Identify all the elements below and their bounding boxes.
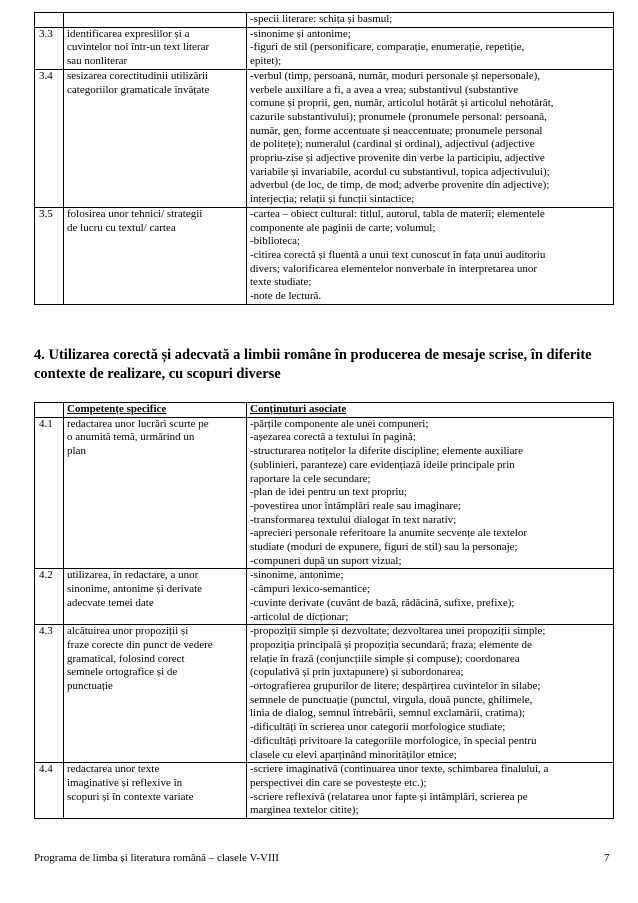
content-line: -citirea corectă și fluentă a unui text cunoscut în fața unui auditoriu	[250, 248, 546, 261]
competence-description	[64, 625, 247, 763]
associated-contents	[247, 763, 614, 819]
header-competences: Competențe specifice	[64, 403, 247, 418]
header-num-cell	[35, 403, 64, 418]
competence-line: cuvintelor noi într-un text literar	[67, 41, 210, 54]
content-line: de politețe); numeralul (cardinal și ordinal), adjectivul (adjective	[250, 138, 535, 151]
content-line: studiate (moduri de expunere, figuri de stil) sau la personaje;	[250, 541, 518, 554]
content-line: componente ale paginii de carte; volumul;	[250, 221, 436, 234]
table-row	[35, 207, 614, 304]
content-line: -sinonime, antonime;	[250, 569, 344, 582]
competence-description	[64, 13, 247, 28]
competence-number: 4.2	[35, 569, 64, 625]
content-line: -cartea – obiect cultural: titlul, autorul, tabla de materii; elementele	[250, 207, 545, 220]
footer-text: Programa de limba și literatura română – clasele V-VIII	[34, 852, 279, 864]
content-line: -aprecieri personale referitoare la anumite secvențe ale textelor	[250, 527, 527, 540]
section-4-title: 4. Utilizarea corectă și adecvată a limbii române în producerea de mesaje scrise, în diferite contexte de realizare, cu scopuri diverse	[34, 347, 592, 382]
competence-number: 3.3	[35, 27, 64, 69]
competence-description	[64, 763, 247, 819]
competence-line: imaginative și reflexive în	[67, 776, 183, 789]
table-row	[35, 417, 614, 569]
competence-line: sau nonliterar	[67, 55, 128, 68]
table-row	[35, 13, 614, 28]
content-line: -propoziții simple și dezvoltate; dezvoltarea unei propoziții simple;	[250, 625, 546, 638]
content-line: -sinonime și antonime;	[250, 27, 351, 40]
content-line: (copulativă și prin juxtapunere) și subordonarea;	[250, 666, 464, 679]
competences-table-4-body	[35, 403, 614, 819]
competence-number: 3.4	[35, 69, 64, 207]
competence-number: 3.5	[35, 207, 64, 304]
competence-line: de lucru cu textul/ cartea	[67, 221, 176, 234]
competence-line: punctuație	[67, 680, 113, 693]
table-row	[35, 625, 614, 763]
content-line: texte studiate;	[250, 276, 312, 289]
competence-line: identificarea expresiilor și a	[67, 27, 190, 40]
competence-line: folosirea unor tehnici/ strategii	[67, 207, 203, 220]
competence-line: sinonime, antonime și derivate	[67, 583, 203, 596]
associated-contents	[247, 13, 614, 28]
competence-line: plan	[67, 445, 86, 458]
content-line: -cuvinte derivate (cuvânt de bază, rădăcină, sufixe, prefixe);	[250, 596, 515, 609]
content-line: număr, gen, forme accentuate și neaccentuate; pronumele personal	[250, 124, 543, 137]
table-row	[35, 69, 614, 207]
competence-line: fraze corecte din punct de vedere	[67, 638, 213, 651]
content-line: divers; valorificarea elementelor nonverbale în interpretarea unor	[250, 262, 538, 275]
content-line: -câmpuri lexico-semantice;	[250, 583, 371, 596]
content-line: epitet);	[250, 55, 282, 68]
competence-number	[35, 13, 64, 28]
associated-contents	[247, 625, 614, 763]
content-line: -povestirea unor întâmplări reale sau imaginare;	[250, 499, 462, 512]
competence-line: redactarea unor texte	[67, 763, 160, 776]
content-line: raportare la cele secundare;	[250, 472, 371, 485]
associated-contents	[247, 69, 614, 207]
content-line: variabile și invariabile, acordul cu substantivul, topica adjectivului);	[250, 165, 550, 178]
associated-contents	[247, 417, 614, 569]
content-line: -așezarea corectă a textului în pagină;	[250, 431, 416, 444]
content-line: -dificultăți privitoare la categoriile morfologice, în special pentru	[250, 734, 537, 747]
competence-description	[64, 569, 247, 625]
content-line: -structurarea notițelor la diferite discipline; elemente auxiliare	[250, 445, 524, 458]
table-row	[35, 763, 614, 819]
content-line: relație în frază (conjuncțiile simple și compuse); coordonarea	[250, 652, 520, 665]
competence-number: 4.3	[35, 625, 64, 763]
competence-description	[64, 417, 247, 569]
table-row	[35, 569, 614, 625]
content-line: propriu-zise și adjective provenite din verbe la participiu, adjective	[250, 152, 545, 165]
content-line: propoziția principală și propoziția secundară; fraza; elemente de	[250, 638, 532, 651]
competence-line: alcătuirea unor propoziții și	[67, 625, 189, 638]
competence-description	[64, 69, 247, 207]
header-contents: Conținuturi asociate	[247, 403, 614, 418]
content-line: verbele auxiliare a fi, a avea a vrea; substantivul (substantive	[250, 83, 519, 96]
competence-number: 4.4	[35, 763, 64, 819]
competence-line: o anumită temă, urmărind un	[67, 431, 195, 444]
content-line: adverbul (de loc, de timp, de mod; adverbe provenite din adjective);	[250, 179, 550, 192]
competence-number: 4.1	[35, 417, 64, 569]
content-line: interjecția; relații și funcții sintactice;	[250, 193, 415, 206]
content-line: -plan de idei pentru un text propriu;	[250, 486, 408, 499]
content-line: -compuneri după un suport vizual;	[250, 554, 402, 567]
competence-line: gramatical, folosind corect	[67, 652, 185, 665]
competences-table-4	[34, 402, 614, 819]
competence-line: adecvate temei date	[67, 596, 154, 609]
table-row	[35, 27, 614, 69]
content-line: (sublinieri, paranteze) care evidențiază ideile principale prin	[250, 458, 515, 471]
associated-contents	[247, 27, 614, 69]
competence-description	[64, 27, 247, 69]
content-line: -scriere imaginativă (continuarea unor texte, schimbarea finalului, a	[250, 763, 549, 776]
competence-description	[64, 207, 247, 304]
competence-line: categoriilor gramaticale învățate	[67, 83, 210, 96]
content-line: -verbul (timp, persoană, număr, moduri personale și nepersonale),	[250, 69, 541, 82]
competence-line: scopuri și în contexte variate	[67, 790, 194, 803]
content-line: -figuri de stil (personificare, comparație, enumerație, repetiție,	[250, 41, 525, 54]
competence-line: redactarea unor lucrări scurte pe	[67, 417, 209, 430]
content-line: -specii literare: schița și basmul;	[250, 13, 393, 25]
content-line: -dificultăți în scrierea unor categorii morfologice studiate;	[250, 721, 506, 734]
associated-contents	[247, 207, 614, 304]
competences-table-3-body	[35, 13, 614, 305]
content-line: semnele de punctuație (punctul, virgula, două puncte, ghilimele,	[250, 693, 533, 706]
competence-line: utilizarea, în redactare, a unor	[67, 569, 199, 582]
content-line: -articolul de dicționar;	[250, 610, 349, 623]
content-line: -părțile componente ale unei compuneri;	[250, 417, 429, 430]
content-line: linia de dialog, semnul întrebării, semnul exclamării, cratima);	[250, 707, 525, 720]
content-line: -scriere reflexivă (relatarea unor fapte și întâmplări, scrierea pe	[250, 790, 528, 803]
competence-line: semnele ortografice și de	[67, 666, 178, 679]
page-number: 7	[604, 852, 610, 864]
content-line: marginea textelor citite);	[250, 804, 359, 817]
table-header-row	[35, 403, 614, 418]
competences-table-3	[34, 12, 614, 305]
content-line: comune și proprii, gen, număr, articolul hotărât și articolul nehotărât,	[250, 97, 554, 110]
content-line: clasele cu elevi aparținând minorităților etnice;	[250, 748, 457, 761]
content-line: -transformarea textului dialogat în text narativ;	[250, 513, 457, 526]
content-line: -ortografierea grupurilor de litere; despărțirea cuvintelor în silabe;	[250, 680, 541, 693]
content-line: perspectivei din care se povestește etc.);	[250, 776, 427, 789]
content-line: cazurile substantivului); pronumele (pronumele personal: persoană,	[250, 110, 547, 123]
content-line: -note de lectură.	[250, 290, 322, 303]
associated-contents	[247, 569, 614, 625]
competence-line: sesizarea corectitudinii utilizării	[67, 69, 209, 82]
content-line: -biblioteca;	[250, 235, 301, 248]
